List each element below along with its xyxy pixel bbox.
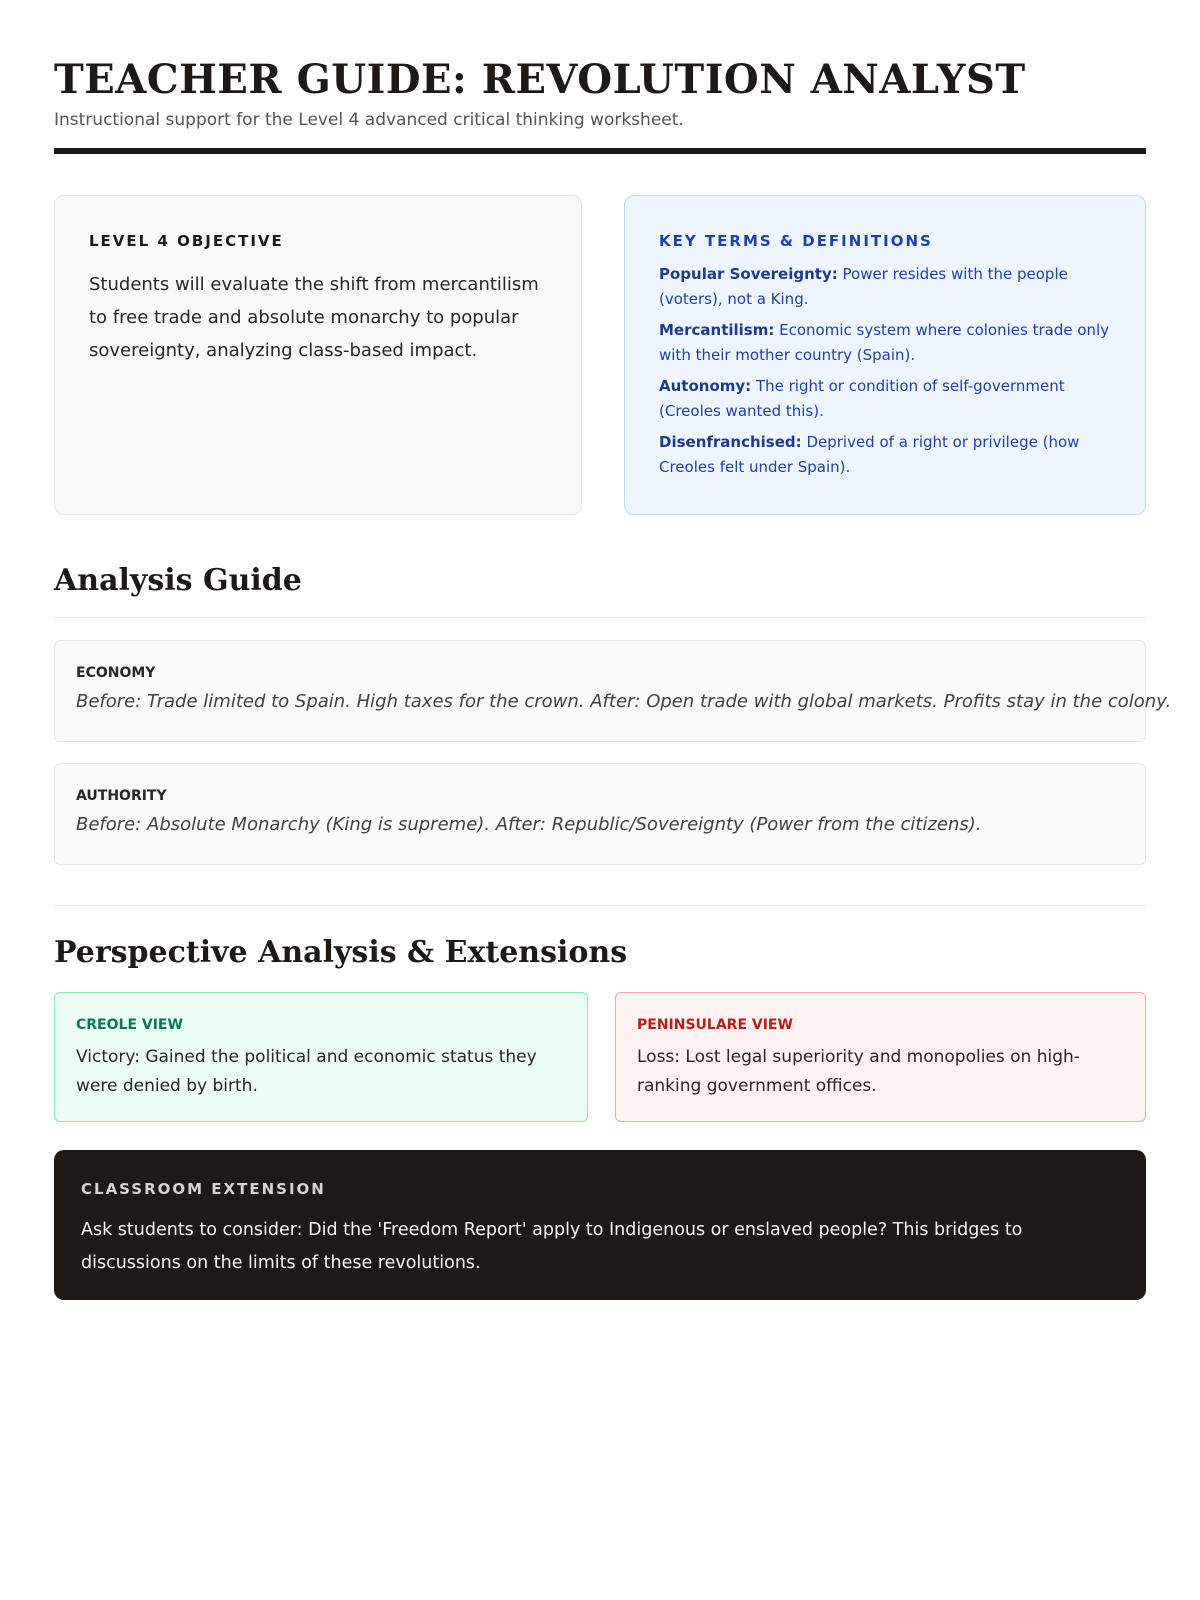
analysis-label: AUTHORITY	[76, 788, 167, 804]
analysis-text: Before: Absolute Monarchy (King is supreme). After: Republic/Sovereignty (Power from the citizens).	[76, 814, 982, 835]
key-term-item	[659, 374, 1111, 424]
page-subtitle: Instructional support for the Level 4 advanced critical thinking worksheet.	[54, 110, 684, 130]
title-divider	[54, 148, 1146, 154]
key-term-definition: Economic system where colonies trade only with their mother country (Spain).	[659, 321, 1110, 364]
key-term-item	[659, 318, 1111, 368]
peninsulare-view-label: PENINSULARE VIEW	[637, 1017, 793, 1033]
analysis-guide-title: Analysis Guide	[54, 563, 302, 598]
creole-view-box	[54, 992, 588, 1122]
key-term-definition: Deprived of a right or privilege (how Creoles felt under Spain).	[659, 433, 1080, 476]
classroom-extension-label: CLASSROOM EXTENSION	[81, 1180, 326, 1198]
creole-view-text: Victory: Gained the political and economic status they were denied by birth.	[76, 1047, 537, 1096]
objective-text: Students will evaluate the shift from mercantilism to free trade and absolute monarchy to popular sovereignty, analyzing class-based impact.	[89, 274, 539, 361]
classroom-extension-box	[54, 1150, 1146, 1300]
key-terms-heading: KEY TERMS & DEFINITIONS	[659, 232, 933, 250]
perspectives-title: Perspective Analysis & Extensions	[54, 935, 628, 970]
key-terms-card	[624, 195, 1146, 515]
analysis-economy-box	[54, 640, 1172, 742]
analysis-label: ECONOMY	[76, 665, 156, 681]
section-divider	[54, 617, 1146, 618]
analysis-authority-box	[54, 763, 1146, 865]
peninsulare-view-text: Loss: Lost legal superiority and monopolies on high-ranking government offices.	[637, 1047, 1080, 1096]
key-term-item	[659, 262, 1111, 312]
objective-card	[54, 195, 582, 515]
key-term-name: Mercantilism:	[659, 321, 775, 339]
analysis-text: Before: Trade limited to Spain. High taxes for the crown. After: Open trade with global markets. Profits stay in the colony.	[76, 691, 1172, 712]
page-title: TEACHER GUIDE: REVOLUTION ANALYST	[54, 56, 1026, 103]
creole-view-label: CREOLE VIEW	[76, 1017, 183, 1033]
section-divider	[54, 905, 1146, 906]
key-term-definition: The right or condition of self-government (Creoles wanted this).	[659, 377, 1065, 420]
key-term-name: Autonomy:	[659, 377, 752, 395]
classroom-extension-text: Ask students to consider: Did the 'Freedom Report' apply to Indigenous or enslaved people? This bridges to discussions on the limits of these revolutions.	[81, 1220, 1023, 1273]
key-term-item	[659, 430, 1111, 480]
key-term-definition: Power resides with the people (voters), not a King.	[659, 265, 1068, 308]
objective-heading: LEVEL 4 OBJECTIVE	[89, 232, 284, 250]
key-term-name: Disenfranchised:	[659, 433, 802, 451]
peninsulare-view-box	[615, 992, 1146, 1122]
key-term-name: Popular Sovereignty:	[659, 265, 838, 283]
